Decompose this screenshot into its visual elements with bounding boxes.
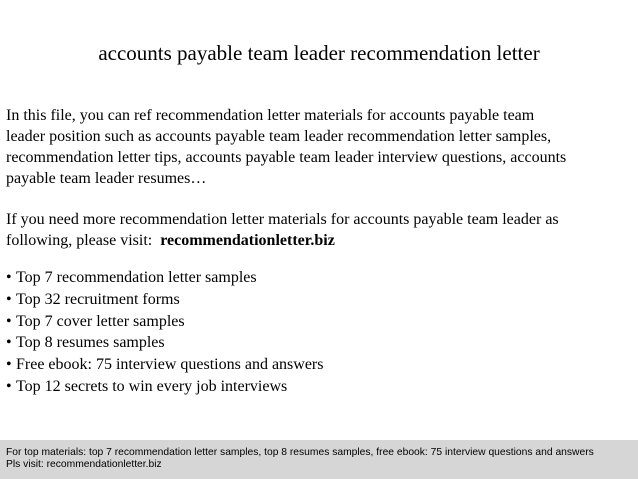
bullet-marker: • (6, 312, 12, 330)
intro-line: payable team leader resumes… (6, 170, 207, 187)
intro-line: leader position such as accounts payable team leader recommendation letter samples, (6, 128, 552, 145)
bullet-marker: • (6, 269, 12, 286)
bullet-item (6, 354, 634, 376)
bullet-item (6, 267, 634, 289)
bullet-item (6, 332, 634, 354)
intro-line: In this file, you can ref recommendation letter materials for accounts payable team (6, 107, 535, 124)
bullet-item (6, 376, 634, 398)
more-info-paragraph (6, 209, 634, 251)
more-info-line-2 (6, 230, 634, 251)
bullet-marker: • (6, 377, 12, 395)
bullet-text: Top 7 cover letter samples (16, 312, 185, 330)
more-info-line: If you need more recommendation letter materials for accounts payable team leader as (6, 211, 559, 228)
footer-line: For top materials: top 7 recommendation letter samples, top 8 resumes samples, free ebook: 75 interview questions and answers (6, 447, 594, 458)
bullet-list (6, 267, 634, 398)
bullet-text: Top 32 recruitment forms (16, 290, 180, 308)
page-title: accounts payable team leader recommendation letter (98, 41, 540, 65)
footer-visit-line[interactable]: Pls visit: recommendationletter.biz (6, 459, 162, 470)
site-link[interactable]: recommendationletter.biz (160, 232, 335, 249)
bullet-text: Top 7 recommendation letter samples (16, 269, 257, 286)
bullet-item (6, 289, 634, 311)
bullet-text: Top 8 resumes samples (16, 334, 165, 352)
bullet-marker: • (6, 334, 12, 352)
bullet-text: Top 12 secrets to win every job interviews (16, 377, 288, 395)
bullet-text: Free ebook: 75 interview questions and answers (16, 356, 324, 374)
bullet-marker: • (6, 356, 12, 374)
bullet-marker: • (6, 290, 12, 308)
bullet-item (6, 311, 634, 333)
intro-paragraph (6, 105, 634, 189)
footer-bar (0, 440, 638, 479)
intro-line: recommendation letter tips, accounts payable team leader interview questions, accounts (6, 149, 567, 166)
visit-prefix: following, please visit: (6, 232, 161, 249)
